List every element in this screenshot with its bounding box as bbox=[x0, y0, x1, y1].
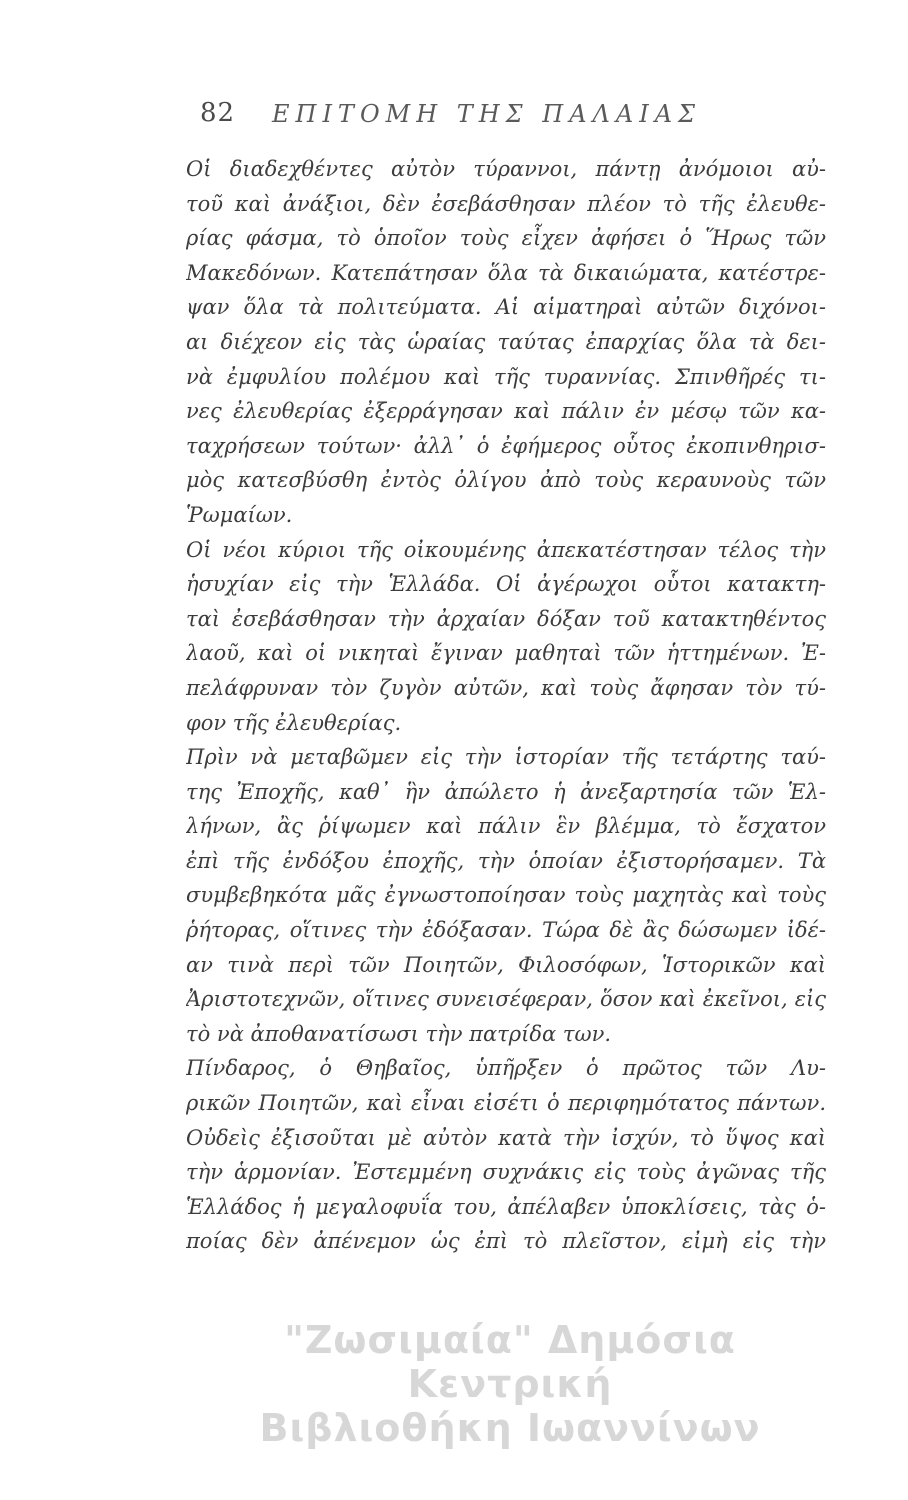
page-number: 82 bbox=[200, 98, 236, 128]
text-line: συμβεβηκότα μᾶς ἐγνωστοποίησαν τοὺς μαχητὰς καὶ τοὺς bbox=[186, 883, 826, 908]
running-head: ΕΠΙΤΟΜΗ ΤΗΣ ΠΑΛΑΙΑΣ bbox=[272, 100, 701, 128]
text-line: λαοῦ, καὶ οἱ νικηταὶ ἔγιναν μαθηταὶ τῶν ἡττημένων. Ἐ- bbox=[186, 641, 826, 666]
watermark-line-1: "Ζωσιμαία" Δημόσια Κεντρική bbox=[284, 1318, 736, 1406]
text-line: φον τῆς ἐλευθερίας. bbox=[186, 710, 402, 735]
text-line: της Ἐποχῆς, καθ᾽ ἣν ἀπώλετο ἡ ἀνεξαρτησία τῶν Ἑλ- bbox=[186, 779, 826, 804]
text-line: τοῦ καὶ ἀνάξιοι, δὲν ἐσεβάσθησαν πλέον τὸ τῆς ἐλευθε- bbox=[186, 191, 826, 216]
text-line: ταὶ ἐσεβάσθησαν τὴν ἀρχαίαν δόξαν τοῦ κατακτηθέντος bbox=[186, 606, 826, 631]
text-line: Μακεδόνων. Κατεπάτησαν ὅλα τὰ δικαιώματα, κατέστρε- bbox=[186, 260, 826, 285]
text-line: ἡσυχίαν εἰς τὴν Ἑλλάδα. Οἱ ἀγέρωχοι οὗτοι κατακτη- bbox=[186, 572, 826, 597]
text-line: πελάφρυναν τὸν ζυγὸν αὐτῶν, καὶ τοὺς ἄφησαν τὸν τύ- bbox=[186, 675, 826, 700]
body-text bbox=[186, 152, 826, 1259]
library-watermark bbox=[180, 1318, 840, 1450]
text-line: ψαν ὅλα τὰ πολιτεύματα. Αἱ αἱματηραὶ αὐτῶν διχόνοι- bbox=[186, 295, 826, 320]
text-line: μὸς κατεσβύσθη ἐντὸς ὀλίγου ἀπὸ τοὺς κεραυνοὺς τῶν bbox=[186, 468, 826, 493]
text-line: ποίας δὲν ἀπένεμον ὡς ἐπὶ τὸ πλεῖστον, εἰμὴ εἰς τὴν bbox=[186, 1229, 826, 1254]
text-line: Πρὶν νὰ μεταβῶμεν εἰς τὴν ἱστορίαν τῆς τετάρτης ταύ- bbox=[186, 745, 826, 770]
text-line: Οὐδεὶς ἐξισοῦται μὲ αὐτὸν κατὰ τὴν ἰσχύν, τὸ ὕψος καὶ bbox=[186, 1125, 826, 1150]
text-line: Πίνδαρος, ὁ Θηβαῖος, ὑπῆρξεν ὁ πρῶτος τῶν Λυ- bbox=[186, 1056, 826, 1081]
text-line: αν τινὰ περὶ τῶν Ποιητῶν, Φιλοσόφων, Ἱστορικῶν καὶ bbox=[186, 952, 826, 977]
page-header bbox=[200, 92, 760, 132]
text-line: Ἑλλάδος ἡ μεγαλοφυΐα του, ἀπέλαβεν ὑποκλίσεις, τὰς ὁ- bbox=[186, 1194, 826, 1219]
text-line: τὸ νὰ ἀποθανατίσωσι τὴν πατρίδα των. bbox=[186, 1021, 612, 1046]
text-line: ταχρήσεων τούτων· ἀλλ᾽ ὁ ἐφήμερος οὗτος ἐκοπινθηρισ- bbox=[186, 433, 826, 458]
text-line: λήνων, ἂς ῥίψωμεν καὶ πάλιν ἓν βλέμμα, τὸ ἔσχατον bbox=[186, 814, 826, 839]
text-line: Ἀριστοτεχνῶν, οἵτινες συνεισέφεραν, ὅσον καὶ ἐκεῖνοι, εἰς bbox=[186, 987, 826, 1012]
text-line: Οἱ νέοι κύριοι τῆς οἰκουμένης ἀπεκατέστησαν τέλος τὴν bbox=[186, 537, 826, 562]
text-line: Οἱ διαδεχθέντες αὐτὸν τύραννοι, πάντῃ ἀνόμοιοι αὐ- bbox=[186, 157, 826, 181]
text-line: νὰ ἐμφυλίου πολέμου καὶ τῆς τυραννίας. Σπινθῆρές τι- bbox=[186, 364, 826, 389]
text-line: ρίας φάσμα, τὸ ὁποῖον τοὺς εἶχεν ἀφήσει ὁ Ἥρως τῶν bbox=[186, 226, 826, 251]
text-line: ῥήτορας, οἵτινες τὴν ἐδόξασαν. Τώρα δὲ ἂς δώσωμεν ἰδέ- bbox=[186, 918, 826, 943]
text-line: ἐπὶ τῆς ἐνδόξου ἐποχῆς, τὴν ὁποίαν ἐξιστορήσαμεν. Τὰ bbox=[186, 848, 826, 873]
text-line: Ῥωμαίων. bbox=[186, 502, 293, 527]
text-line: τὴν ἁρμονίαν. Ἐστεμμένη συχνάκις εἰς τοὺς ἀγῶνας τῆς bbox=[186, 1160, 826, 1185]
watermark-line-2: Βιβλιοθήκη Ιωαννίνων bbox=[259, 1406, 761, 1450]
text-line: νες ἐλευθερίας ἐξερράγησαν καὶ πάλιν ἐν μέσῳ τῶν κα- bbox=[186, 399, 826, 424]
text-line: αι διέχεον εἰς τὰς ὡραίας ταύτας ἐπαρχίας ὅλα τὰ δει- bbox=[186, 329, 826, 354]
text-line: ρικῶν Ποιητῶν, καὶ εἶναι εἰσέτι ὁ περιφημότατος πάντων. bbox=[186, 1091, 826, 1116]
